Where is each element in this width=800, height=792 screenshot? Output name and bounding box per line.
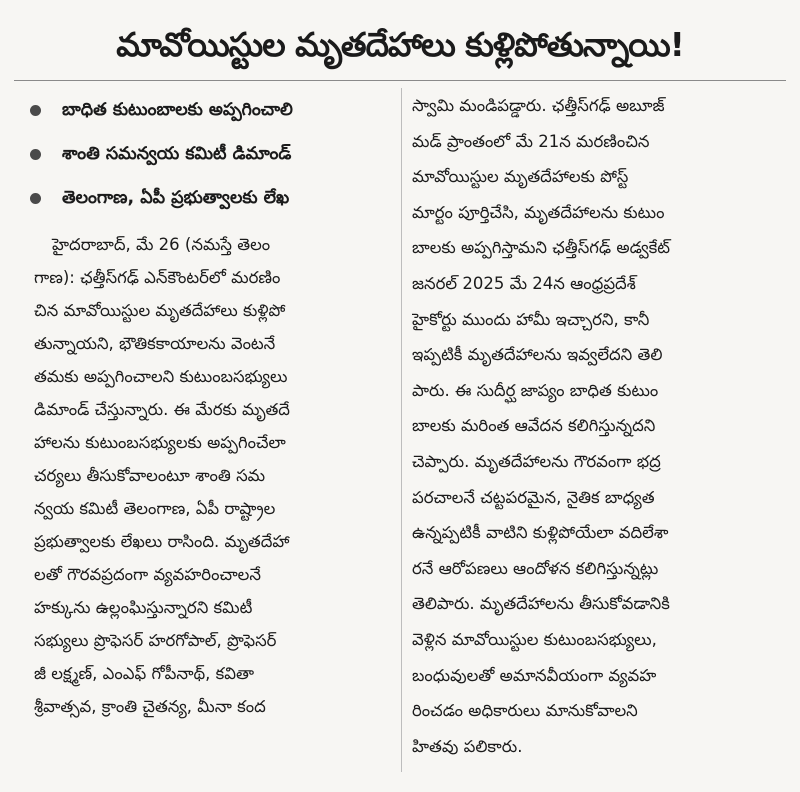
article-line: స్వామి మండిపడ్డారు. ఛత్తీస్‌గఢ్ అబూజ్ bbox=[412, 96, 665, 115]
article-line: వెళ్లిన మావోయిస్టుల కుటుంబసభ్యులు, bbox=[412, 629, 657, 649]
article-line: బాలకు అప్పగిస్తామని ఛత్తీస్‌గఢ్ అడ్వకేట్ bbox=[412, 238, 670, 258]
article-line: డిమాండ్ చేస్తున్నారు. ఈ మేరకు మృతదే bbox=[34, 400, 290, 419]
bullet-list bbox=[20, 88, 390, 220]
article-line: బంధువులతో అమానవీయంగా వ్యవహ bbox=[412, 665, 657, 685]
bullet-item bbox=[20, 88, 390, 132]
article-line: చెప్పారు. మృతదేహాలను గౌరవంగా భద్ర bbox=[412, 451, 661, 471]
article-line: మావోయిస్టుల మృతదేహాలకు పోస్ట్ bbox=[412, 167, 629, 187]
article-line: మడ్ ప్రాంతంలో మే 21న మరణించిన bbox=[412, 131, 650, 151]
headline: మావోయిస్టుల మృతదేహాలు కుళ్లిపోతున్నాయి! bbox=[116, 25, 684, 64]
article-line: ప్రభుత్వాలకు లేఖలు రాసింది. మృతదేహా bbox=[34, 532, 290, 551]
article-line: గాణ): ఛత్తీస్‌గఢ్ ఎన్‌కౌంటర్‌లో మరణిం bbox=[34, 268, 281, 287]
bullet-icon bbox=[30, 105, 41, 116]
article-line: న్వయ కమిటీ తెలంగాణ, ఏపీ రాష్ట్రాల bbox=[34, 499, 276, 518]
article-line: తున్నాయని, భౌతికకాయాలను వెంటనే bbox=[34, 334, 276, 353]
bullet-text: తెలంగాణ, ఏపీ ప్రభుత్వాలకు లేఖ bbox=[62, 188, 290, 208]
article-line: రించడం అధికారులు మానుకోవాలని bbox=[412, 701, 638, 721]
article-left-column bbox=[34, 228, 396, 723]
article-line: శ్రీవాత్సవ, క్రాంతి చైతన్య, మీనా కంద bbox=[34, 697, 266, 716]
article-line: తెలిపారు. మృతదేహాలను తీసుకోవడానికి bbox=[412, 594, 670, 614]
article-line: పారు. ఈ సుదీర్ఘ జాప్యం బాధిత కుటుం bbox=[412, 380, 659, 400]
article-line: జీ లక్ష్మణ్, ఎంఎఫ్ గోపీనాథ్, కవితా bbox=[34, 664, 254, 683]
article-line: మార్టం పూర్తిచేసి, మృతదేహాలను కుటుం bbox=[412, 202, 665, 222]
article-line: జనరల్ 2025 మే 24న ఆంధ్రప్రదేశ్ bbox=[412, 273, 636, 293]
bullet-item bbox=[20, 176, 390, 220]
article-line: చర్యలు తీసుకోవాలంటూ శాంతి సమ bbox=[34, 466, 266, 485]
headline-rule bbox=[14, 80, 786, 81]
article-line: లతో గౌరవప్రదంగా వ్యవహరించాలనే bbox=[34, 565, 261, 584]
article-line: హైకోర్టు ముందు హామీ ఇచ్చారని, కానీ bbox=[412, 309, 650, 329]
article-line: హైదరాబాద్, మే 26 (నమస్తే తెలం bbox=[52, 235, 271, 254]
bullet-icon bbox=[30, 193, 41, 204]
bullet-item bbox=[20, 132, 390, 176]
article-line: బాలకు మరింత ఆవేదన కలిగిస్తున్నదని bbox=[412, 416, 656, 436]
article-line: చిన మావోయిస్టుల మృతదేహాలు కుళ్లిపో bbox=[34, 301, 286, 320]
article-line: రనే ఆరోపణలు ఆందోళన కలిగిస్తున్నట్లు bbox=[412, 558, 659, 578]
article-line: పరచాలనే చట్టపరమైన, నైతిక బాధ్యత bbox=[412, 487, 655, 507]
article-line: హాలను కుటుంబసభ్యులకు అప్పగించేలా bbox=[34, 433, 286, 452]
bullet-text: శాంతి సమన్వయ కమిటీ డిమాండ్ bbox=[62, 144, 292, 164]
column-divider bbox=[401, 88, 402, 772]
article-right-column bbox=[412, 88, 774, 764]
bullet-text: బాధిత కుటుంబాలకు అప్పగించాలి bbox=[62, 100, 293, 120]
article-line: ఉన్నప్పటికీ వాటిని కుళ్లిపోయేలా వదిలేశా bbox=[412, 523, 669, 543]
article-line: తమకు అప్పగించాలని కుటుంబసభ్యులు bbox=[34, 367, 288, 386]
article-line: ఇప్పటికీ మృతదేహాలను ఇవ్వలేదని తెలి bbox=[412, 345, 663, 365]
article-line: సభ్యులు ప్రొఫెసర్ హరగోపాల్, ప్రొఫెసర్ bbox=[34, 631, 277, 650]
article-line: హక్కును ఉల్లంఘిస్తున్నారని కమిటీ bbox=[34, 598, 253, 617]
bullet-icon bbox=[30, 149, 41, 160]
article-line: హితవు పలికారు. bbox=[412, 736, 523, 756]
